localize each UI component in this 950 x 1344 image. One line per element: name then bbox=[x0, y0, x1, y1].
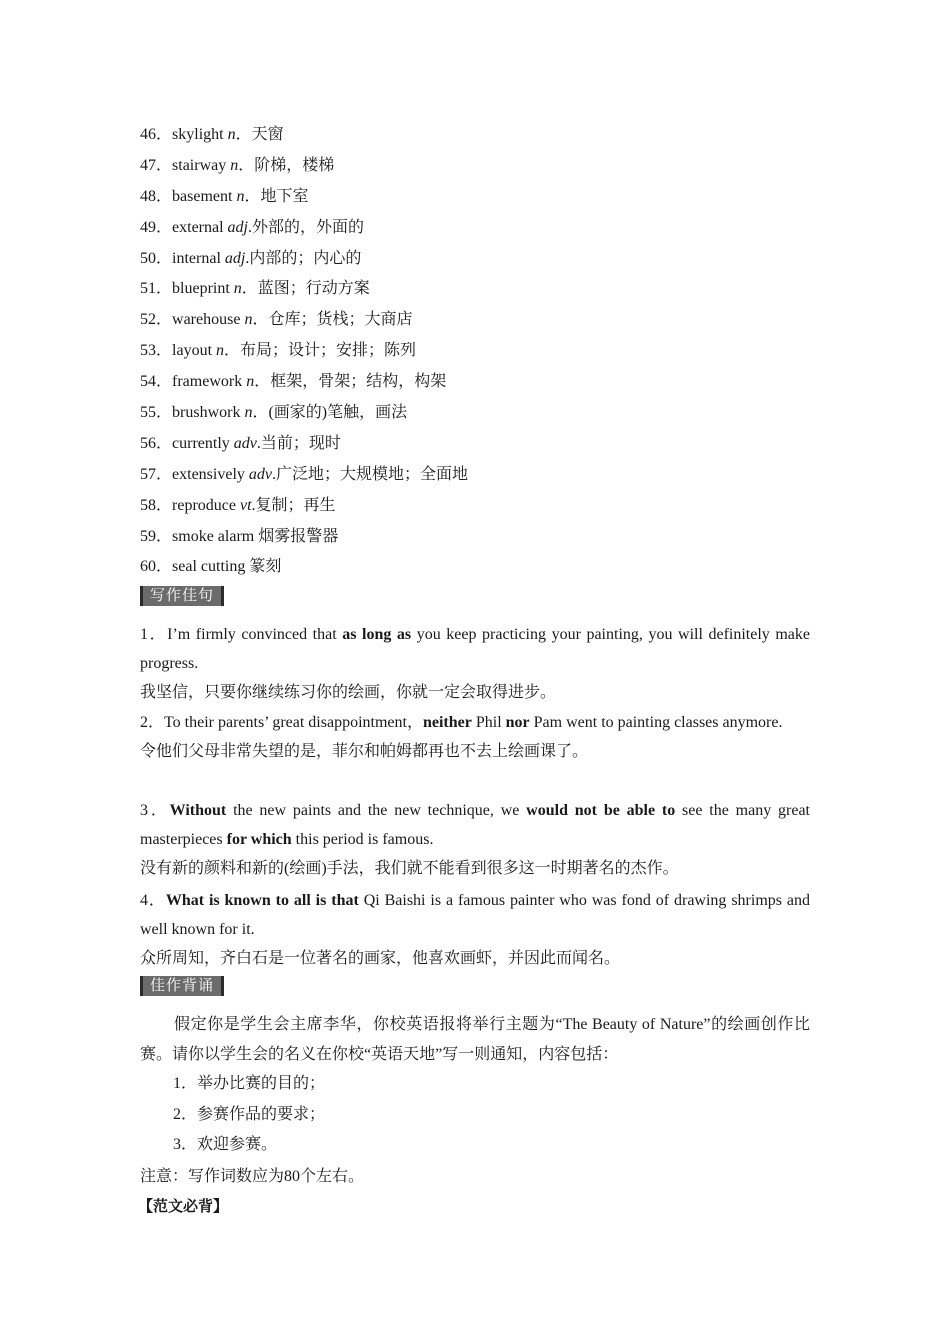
key-phrase: would not be able to bbox=[526, 802, 676, 819]
vocab-item bbox=[140, 367, 810, 398]
vocab-item bbox=[140, 522, 810, 553]
vocab-part-of-speech: n bbox=[230, 156, 239, 174]
sentence-english bbox=[140, 886, 810, 944]
vocab-meaning: 地下室 bbox=[260, 187, 309, 205]
vocab-number: 60． bbox=[140, 558, 173, 576]
vocab-item bbox=[140, 336, 810, 367]
vocab-separator: . bbox=[251, 496, 256, 514]
vocab-meaning: 广泛地；大规模地；全面地 bbox=[276, 465, 469, 483]
key-phrase: Without bbox=[169, 802, 227, 819]
section-tag-label: 佳作背诵 bbox=[150, 978, 215, 994]
vocab-part-of-speech: n bbox=[236, 187, 245, 205]
vocab-separator: ． bbox=[235, 126, 252, 143]
vocab-part-of-speech: n bbox=[227, 126, 236, 143]
key-phrase: nor bbox=[505, 714, 530, 731]
sentence-chinese: 令他们父母非常失望的是，菲尔和帕姆都再也不去上绘画课了。 bbox=[140, 743, 589, 760]
sentence-block-2 bbox=[140, 708, 810, 766]
sentence-english bbox=[140, 708, 810, 737]
vocab-number: 56． bbox=[140, 434, 173, 452]
vocab-number: 47． bbox=[140, 156, 173, 174]
key-phrase: What is known to all is that bbox=[165, 892, 359, 909]
section-tag-label: 写作佳句 bbox=[150, 588, 215, 604]
vocab-meaning: 复制；再生 bbox=[255, 496, 336, 514]
vocab-meaning: 烟雾报警器 bbox=[258, 527, 339, 545]
vocab-meaning: 阶梯，楼梯 bbox=[254, 156, 335, 174]
vocab-item bbox=[140, 244, 810, 275]
vocab-word: brushwork bbox=[172, 404, 245, 422]
section-tag-model-essay bbox=[140, 976, 224, 996]
sentence-text: this period is famous. bbox=[291, 831, 434, 848]
vocab-separator: ． bbox=[238, 156, 255, 174]
vocab-separator: ． bbox=[254, 373, 271, 391]
vocab-part-of-speech: n bbox=[244, 404, 253, 422]
vocab-word: framework bbox=[172, 373, 247, 391]
vocab-separator: . bbox=[245, 249, 250, 267]
vocab-word: internal bbox=[172, 249, 225, 267]
vocab-meaning: 蓝图；行动方案 bbox=[257, 280, 370, 298]
vocab-number: 48． bbox=[140, 187, 173, 205]
vocab-word: skylight bbox=[172, 126, 228, 143]
vocab-word: basement bbox=[172, 187, 237, 205]
vocab-word: smoke alarm bbox=[172, 527, 259, 545]
vocab-part-of-speech: adv bbox=[248, 465, 272, 483]
vocab-separator: . bbox=[256, 434, 261, 452]
vocab-word: extensively bbox=[172, 465, 249, 483]
sentence-block-1 bbox=[140, 620, 810, 707]
vocab-number: 49． bbox=[140, 218, 173, 236]
vocab-separator: ． bbox=[241, 280, 258, 298]
sentence-block-3 bbox=[140, 796, 810, 883]
section-tag-writing-sentences bbox=[140, 586, 224, 606]
vocab-number: 54． bbox=[140, 373, 173, 391]
vocab-part-of-speech: adj bbox=[224, 249, 246, 267]
vocab-number: 53． bbox=[140, 342, 173, 360]
vocab-number: 55． bbox=[140, 404, 173, 422]
vocab-meaning: 框架，骨架；结构，构架 bbox=[270, 373, 447, 391]
vocab-word: layout bbox=[172, 342, 217, 360]
vocabulary-list bbox=[140, 120, 810, 583]
task-note: 注意：写作词数应为80个左右。 bbox=[140, 1167, 365, 1185]
sentence-text: Pam went to painting classes anymore. bbox=[529, 714, 783, 731]
vocab-meaning: (画家的)笔触，画法 bbox=[268, 404, 408, 422]
vocab-meaning: 布局；设计；安排；陈列 bbox=[240, 342, 417, 360]
sentence-chinese: 众所周知，齐白石是一位著名的画家，他喜欢画虾，并因此而闻名。 bbox=[140, 950, 621, 967]
sentence-text: 1．I’m firmly convinced that bbox=[140, 626, 343, 643]
vocab-separator: ． bbox=[244, 187, 261, 205]
vocab-meaning: 天窗 bbox=[251, 126, 284, 143]
sentence-text: you keep practicing your painting, you will definitely make progress. bbox=[140, 626, 810, 672]
vocab-item bbox=[140, 429, 810, 460]
vocab-item bbox=[140, 305, 810, 336]
vocab-word: blueprint bbox=[172, 280, 234, 298]
writing-task bbox=[140, 1010, 810, 1192]
sentence-text: Qi Baishi is a famous painter who was fond of drawing shrimps and well known for it. bbox=[140, 892, 811, 938]
vocab-part-of-speech: n bbox=[244, 311, 253, 329]
vocab-separator: . bbox=[248, 218, 252, 236]
sentence-text: Phil bbox=[471, 714, 506, 731]
sentence-text: 3． bbox=[140, 802, 170, 819]
vocab-separator: ． bbox=[252, 311, 269, 329]
vocab-item bbox=[140, 120, 810, 151]
vocab-number: 52． bbox=[140, 311, 173, 329]
sentence-text: see the many great masterpieces bbox=[140, 802, 810, 848]
vocab-item bbox=[140, 151, 810, 182]
vocab-word: external bbox=[172, 218, 228, 236]
vocab-separator: ． bbox=[252, 404, 269, 422]
vocab-number: 57． bbox=[140, 465, 173, 483]
sentence-text: 4． bbox=[140, 892, 166, 909]
key-phrase: neither bbox=[422, 714, 472, 731]
vocab-part-of-speech: n bbox=[246, 373, 255, 391]
vocab-meaning: 内部的；内心的 bbox=[249, 249, 362, 267]
vocab-number: 51． bbox=[140, 280, 173, 298]
sentence-block-4 bbox=[140, 886, 810, 973]
vocab-part-of-speech: n bbox=[233, 280, 242, 298]
vocab-item bbox=[140, 213, 810, 244]
sentence-chinese: 我坚信，只要你继续练习你的绘画，你就一定会取得进步。 bbox=[140, 684, 557, 701]
vocab-word: currently bbox=[172, 434, 234, 452]
vocab-meaning: 当前；现时 bbox=[260, 434, 341, 452]
model-essay-heading: 【范文必背】 bbox=[138, 1199, 229, 1215]
vocab-item bbox=[140, 274, 810, 305]
vocab-word: reproduce bbox=[172, 496, 240, 514]
sentence-text: 2．To their parents’ great disappointment， bbox=[140, 714, 423, 731]
key-phrase: as long as bbox=[342, 626, 412, 643]
vocab-item bbox=[140, 460, 810, 491]
task-item: 2．参赛作品的要求； bbox=[173, 1105, 326, 1123]
vocab-number: 58． bbox=[140, 496, 173, 514]
vocab-part-of-speech: vt bbox=[239, 496, 252, 514]
vocab-number: 46． bbox=[140, 126, 173, 143]
sentence-english bbox=[140, 796, 810, 854]
task-intro: 假定你是学生会主席李华，你校英语报将举行主题为“The Beauty of Nature”的绘画创作比赛。请你以学生会的名义在你校“英语天地”写一则通知，内容包括： bbox=[140, 1016, 810, 1063]
vocab-word: warehouse bbox=[172, 311, 245, 329]
vocab-number: 50． bbox=[140, 249, 173, 267]
vocab-meaning: 篆刻 bbox=[249, 558, 282, 576]
vocab-separator: ． bbox=[224, 342, 241, 360]
vocab-number: 59． bbox=[140, 527, 173, 545]
task-item: 3．欢迎参赛。 bbox=[173, 1136, 278, 1153]
vocab-meaning: 仓库；货栈；大商店 bbox=[268, 311, 413, 329]
vocab-item bbox=[140, 398, 810, 429]
key-phrase: for which bbox=[226, 831, 292, 848]
vocab-separator: . bbox=[272, 465, 276, 483]
vocab-word: seal cutting bbox=[172, 558, 250, 576]
task-item: 1．举办比赛的目的； bbox=[173, 1075, 326, 1092]
sentence-text: the new paints and the new technique, we bbox=[226, 802, 527, 819]
vocab-word: stairway bbox=[172, 156, 231, 174]
vocab-part-of-speech: n bbox=[216, 342, 225, 360]
vocab-item bbox=[140, 552, 810, 583]
sentence-chinese: 没有新的颜料和新的(绘画)手法，我们就不能看到很多这一时期著名的杰作。 bbox=[140, 860, 679, 877]
vocab-meaning: 外部的，外面的 bbox=[252, 218, 365, 236]
vocab-item bbox=[140, 182, 810, 213]
sentence-english bbox=[140, 620, 810, 678]
vocab-part-of-speech: adv bbox=[233, 434, 257, 452]
vocab-part-of-speech: adj bbox=[227, 218, 248, 236]
vocab-item bbox=[140, 491, 810, 522]
